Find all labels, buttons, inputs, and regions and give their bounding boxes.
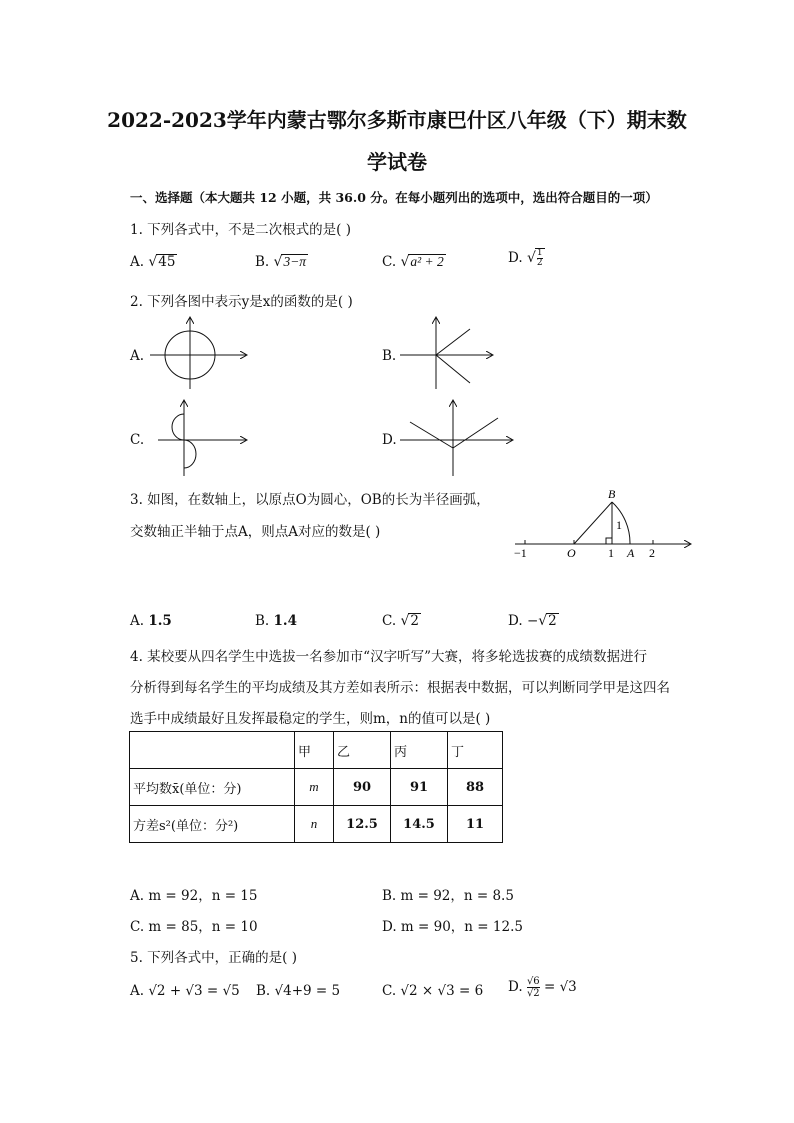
q3-label-side-1: 1 <box>616 518 622 532</box>
q3-label-tick2: 2 <box>649 546 655 560</box>
q3-number-line-figure <box>510 485 700 570</box>
table-cell: n <box>295 806 334 843</box>
table-header-cell: 甲 <box>295 732 334 769</box>
title-line-1: 2022-2023学年内蒙古鄂尔多斯市康巴什区八年级（下）期末数 <box>107 108 687 132</box>
q1-option-c: C. √a² + 2 <box>382 254 444 270</box>
q4-option-c: C. m = 85，n = 10 <box>130 919 258 935</box>
q4-stem-1: 4. 某校要从四名学生中选拔一名参加市“汉字听写”大赛，将多轮选拔赛的成绩数据进行 <box>130 649 647 665</box>
q5-stem: 5. 下列各式中，正确的是( ) <box>130 950 297 966</box>
title-line-2: 学试卷 <box>367 150 427 174</box>
q2-stem: 2. 下列各图中表示y是x的函数的是( ) <box>130 294 353 310</box>
q5-option-d: D. $\frac{√6}{√2}$ = √3 <box>508 976 577 999</box>
table-cell: 11 <box>448 806 503 843</box>
q5-option-b: B. √4+9 = 5 <box>256 983 341 999</box>
table-cell: 91 <box>391 769 448 806</box>
q4-option-b: B. m = 92，n = 8.5 <box>382 888 514 904</box>
q4-option-a: A. m = 92，n = 15 <box>130 888 258 904</box>
table-header-cell: 丁 <box>448 732 503 769</box>
table-cell: m <box>295 769 334 806</box>
section-header: 一、选择题（本大题共 12 小题，共 36.0 分。在每小题列出的选项中，选出符合题目的一项） <box>130 190 658 205</box>
q1-option-a: A. √45 <box>130 254 176 270</box>
q4-stem-3: 选手中成绩最好且发挥最稳定的学生，则m，n的值可以是( ) <box>130 711 491 727</box>
q2-graph-a <box>150 315 250 395</box>
q5-option-a: A. √2 + √3 = √5 <box>130 983 240 999</box>
q2-option-d-label: D. <box>382 432 397 448</box>
q4-score-table <box>129 731 503 843</box>
q2-option-b-label: B. <box>382 348 397 364</box>
table-cell: 88 <box>448 769 503 806</box>
q3-label-b: B <box>608 487 616 501</box>
q1-option-d: D. √ $\frac{1}{2}$ <box>508 248 543 268</box>
q2-graph-c <box>150 398 250 478</box>
q2-graph-b <box>400 315 500 395</box>
table-header-cell <box>130 732 295 769</box>
q3-stem-2: 交数轴正半轴于点A，则点A对应的数是( ) <box>130 524 381 540</box>
q3-label-minus1: −1 <box>514 546 527 560</box>
table-row <box>130 769 503 806</box>
table-row-label: 方差s²(单位：分²) <box>130 806 295 843</box>
table-cell: 14.5 <box>391 806 448 843</box>
q2-option-a-label: A. <box>130 348 145 364</box>
table-header-cell: 丙 <box>391 732 448 769</box>
q3-label-a: A <box>627 546 635 560</box>
table-header-row <box>130 732 503 769</box>
q4-option-d: D. m = 90，n = 12.5 <box>382 919 523 935</box>
table-cell: 90 <box>334 769 391 806</box>
q3-label-tick1: 1 <box>608 546 614 560</box>
q1-option-b: B. √3−π <box>255 254 307 270</box>
table-header-cell: 乙 <box>334 732 391 769</box>
table-cell: 12.5 <box>334 806 391 843</box>
q3-option-b: B. 1.4 <box>255 613 298 629</box>
q3-label-o: O <box>567 546 576 560</box>
q3-stem-1: 3. 如图，在数轴上，以原点O为圆心，OB的长为半径画弧， <box>130 492 490 508</box>
q1-stem: 1. 下列各式中，不是二次根式的是( ) <box>130 222 351 238</box>
q4-stem-2: 分析得到每名学生的平均成绩及其方差如表所示：根据表中数据，可以判断同学甲是这四名 <box>130 680 670 696</box>
q2-option-c-label: C. <box>130 432 145 448</box>
q5-option-c: C. √2 × √3 = 6 <box>382 983 484 999</box>
q3-option-a: A. 1.5 <box>130 613 172 629</box>
q3-option-c: C. √2 <box>382 613 419 629</box>
q3-option-d: D. −√2 <box>508 613 557 629</box>
table-row <box>130 806 503 843</box>
q2-graph-d <box>400 398 520 478</box>
table-row-label: 平均数x̄(单位：分) <box>130 769 295 806</box>
